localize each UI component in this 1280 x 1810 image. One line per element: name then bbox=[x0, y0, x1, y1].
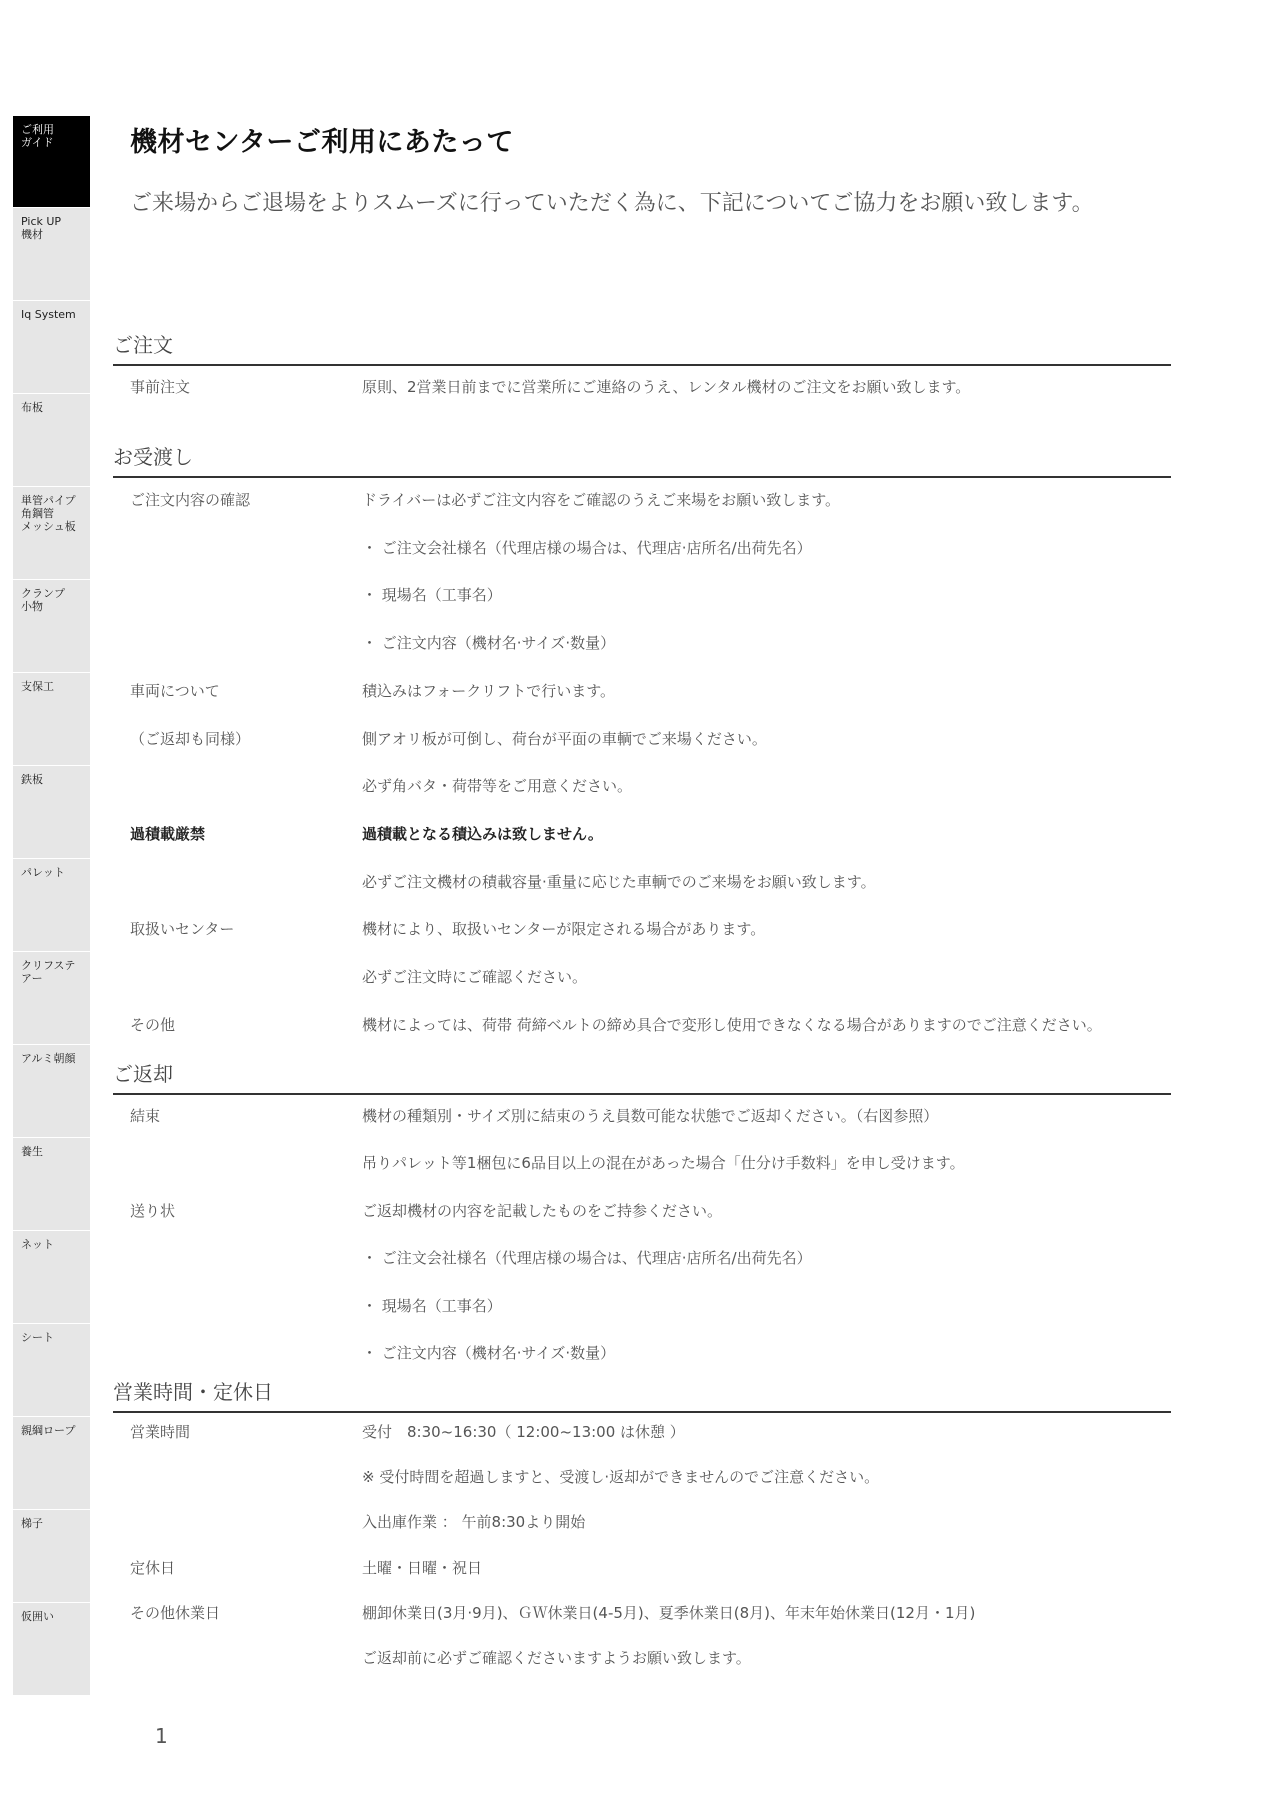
section-heading-hours: 営業時間・定休日 bbox=[113, 1376, 1171, 1413]
row-value: ・ ご注文会社様名（代理店様の場合は、代理店·店所名/出荷先名） bbox=[362, 1249, 812, 1267]
sidebar-item-shoring[interactable] bbox=[13, 673, 90, 766]
row-value: 過積載となる積込みは致しません。 bbox=[362, 825, 603, 843]
sidebar-item-label: 布板 bbox=[21, 401, 43, 414]
row-value: ご返却前に必ずご確認くださいますようお願い致します。 bbox=[362, 1649, 751, 1667]
sidebar-item-net[interactable] bbox=[13, 1231, 90, 1324]
sidebar-item-label: ご利用 ガイド bbox=[21, 123, 54, 149]
sidebar-item-label: クランプ 小物 bbox=[21, 587, 65, 613]
row-value: 入出庫作業 ： 午前8:30より開始 bbox=[362, 1513, 586, 1531]
row-label: 過積載厳禁 bbox=[130, 825, 206, 843]
row-value: 受付 8:30~16:30（ 12:00~13:00 は休憩 ） bbox=[362, 1423, 685, 1441]
sidebar-item-enclosure[interactable] bbox=[13, 1603, 90, 1696]
row-label: ご注文内容の確認 bbox=[130, 491, 251, 509]
row-value: 必ずご注文時にご確認ください。 bbox=[362, 968, 588, 986]
sidebar-item-pickup[interactable] bbox=[13, 208, 90, 301]
row-label: 定休日 bbox=[130, 1559, 176, 1577]
row-label: その他休業日 bbox=[130, 1604, 221, 1622]
row-label: 事前注文 bbox=[130, 378, 191, 396]
row-value: 必ずご注文機材の積載容量·重量に応じた車輌でのご来場をお願い致します。 bbox=[362, 873, 876, 891]
category-sidebar bbox=[13, 116, 90, 1696]
row-value: 吊りパレット等1梱包に6品目以上の混在があった場合「仕分け手数料」を申し受けます。 bbox=[362, 1154, 965, 1172]
row-value: 側アオリ板が可倒し、荷台が平面の車輌でご来場ください。 bbox=[362, 730, 767, 748]
sidebar-item-sheet[interactable] bbox=[13, 1324, 90, 1417]
sidebar-item-label: ネット bbox=[21, 1238, 54, 1251]
row-label: その他 bbox=[130, 1016, 176, 1034]
sidebar-item-pallet[interactable] bbox=[13, 859, 90, 952]
sidebar-item-ladder[interactable] bbox=[13, 1510, 90, 1603]
sidebar-item-label: Iq System bbox=[21, 308, 76, 321]
sidebar-item-label: 単管パイプ 角鋼管 メッシュ板 bbox=[21, 494, 76, 533]
row-label: 営業時間 bbox=[130, 1423, 191, 1441]
row-value: 積込みはフォークリフトで行います。 bbox=[362, 682, 616, 700]
row-value: ・ ご注文内容（機材名·サイズ·数量） bbox=[362, 634, 616, 652]
row-label: （ご返却も同様） bbox=[130, 730, 251, 748]
section-heading-order: ご注文 bbox=[113, 329, 1171, 366]
sidebar-item-iq-system[interactable] bbox=[13, 301, 90, 394]
row-label: 取扱いセンター bbox=[130, 920, 235, 938]
sidebar-item-label: パレット bbox=[21, 866, 65, 879]
sidebar-item-guide[interactable] bbox=[13, 116, 90, 208]
sidebar-item-label: 支保工 bbox=[21, 680, 54, 693]
sidebar-item-fuban[interactable] bbox=[13, 394, 90, 487]
sidebar-item-label: 鉄板 bbox=[21, 773, 43, 786]
sidebar-item-label: クリフステ アー bbox=[21, 959, 76, 985]
page-lead: ご来場からご退場をよりスムーズに行っていただく為に、下記についてご協力をお願い致します。 bbox=[130, 191, 1094, 216]
row-value: 土曜・日曜・祝日 bbox=[362, 1559, 483, 1577]
row-label: 送り状 bbox=[130, 1202, 176, 1220]
row-value: ・ ご注文内容（機材名·サイズ·数量） bbox=[362, 1344, 616, 1362]
row-value: ※ 受付時間を超過しますと、受渡し·返却ができませんのでご注意ください。 bbox=[362, 1468, 880, 1486]
row-value: 原則、2営業日前までに営業所にご連絡のうえ、レンタル機材のご注文をお願い致します。 bbox=[362, 378, 971, 396]
row-value: ・ 現場名（工事名） bbox=[362, 1297, 502, 1315]
sidebar-item-rope[interactable] bbox=[13, 1417, 90, 1510]
sidebar-item-label: アルミ朝顔 bbox=[21, 1052, 76, 1065]
row-value: 機材により、取扱いセンターが限定される場合があります。 bbox=[362, 920, 766, 938]
sidebar-item-pipe[interactable] bbox=[13, 487, 90, 580]
row-label: 車両について bbox=[130, 682, 220, 700]
row-label: 結束 bbox=[130, 1107, 161, 1125]
sidebar-item-cliff-stair[interactable] bbox=[13, 952, 90, 1045]
sidebar-item-steel-plate[interactable] bbox=[13, 766, 90, 859]
sidebar-item-label: 仮囲い bbox=[21, 1610, 54, 1623]
row-value: 棚卸休業日(3月·9月)、ＧＷ休業日(4-5月)、夏季休業日(8月)、年末年始休業日(12月・1月) bbox=[362, 1604, 976, 1622]
row-value: ・ ご注文会社様名（代理店様の場合は、代理店·店所名/出荷先名） bbox=[362, 539, 812, 557]
section-heading-delivery: お受渡し bbox=[113, 441, 1171, 478]
sidebar-item-label: 養生 bbox=[21, 1145, 43, 1158]
sidebar-item-curing[interactable] bbox=[13, 1138, 90, 1231]
sidebar-item-label: 親綱ロープ bbox=[21, 1424, 76, 1437]
row-value: ・ 現場名（工事名） bbox=[362, 586, 502, 604]
sidebar-item-label: 梯子 bbox=[21, 1517, 43, 1530]
row-value: 機材の種類別・サイズ別に結束のうえ員数可能な状態でご返却ください。（右図参照） bbox=[362, 1107, 939, 1125]
section-heading-return: ご返却 bbox=[113, 1058, 1171, 1095]
sidebar-item-clamp[interactable] bbox=[13, 580, 90, 673]
row-value: ドライバーは必ずご注文内容をご確認のうえご来場をお願い致します。 bbox=[362, 491, 841, 509]
row-value: 必ず角バタ・荷帯等をご用意ください。 bbox=[362, 777, 633, 795]
row-value: ご返却機材の内容を記載したものをご持参ください。 bbox=[362, 1202, 723, 1220]
sidebar-item-label: Pick UP 機材 bbox=[21, 215, 62, 241]
page-title: 機材センターご利用にあたって bbox=[130, 127, 514, 158]
sidebar-item-label: シート bbox=[21, 1331, 54, 1344]
page-number: 1 bbox=[155, 1724, 168, 1748]
sidebar-item-aluminum-asagao[interactable] bbox=[13, 1045, 90, 1138]
row-value: 機材によっては、荷帯 荷締ベルトの締め具合で変形し使用できなくなる場合がありますのでご注意ください。 bbox=[362, 1016, 1102, 1034]
